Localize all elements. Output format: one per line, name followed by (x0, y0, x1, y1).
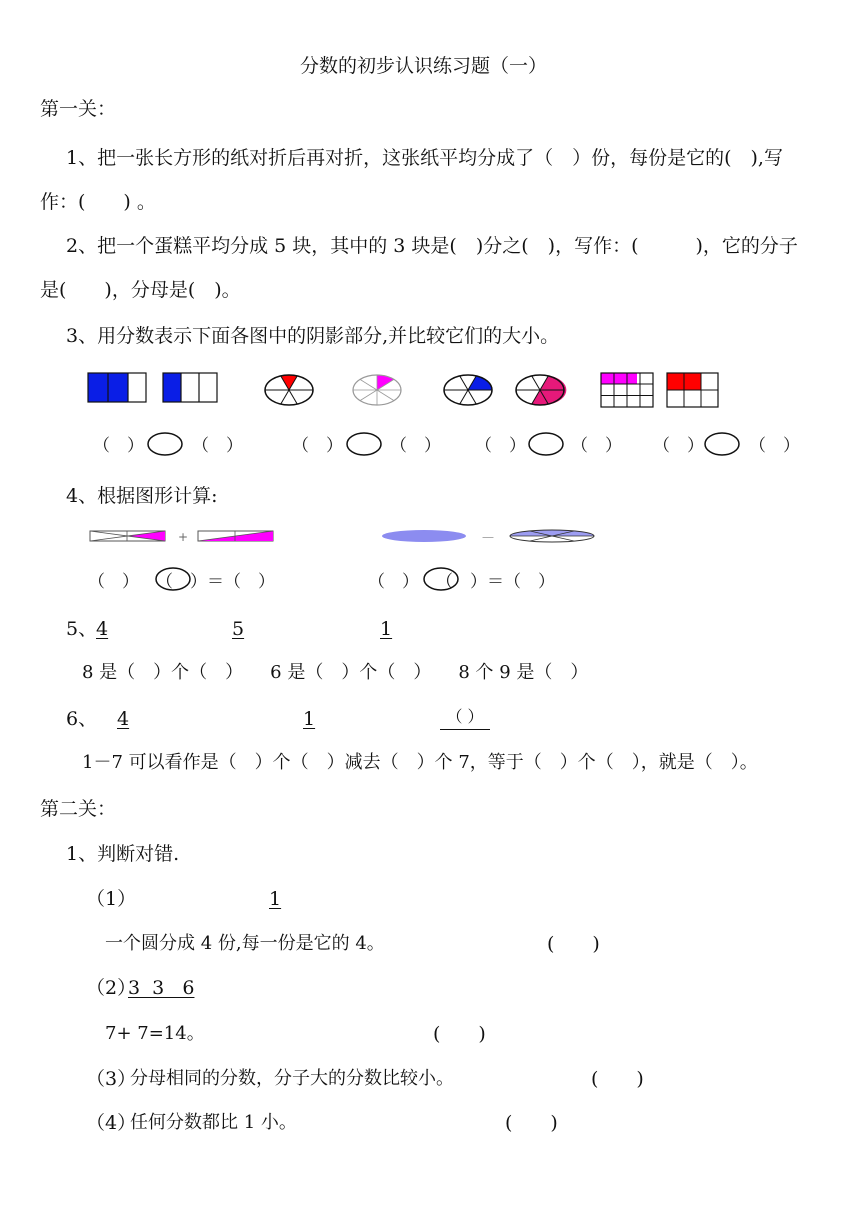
answer-blank[interactable]: （ ） (475, 436, 526, 456)
section-heading-1: 第一关： (40, 98, 117, 120)
rect-part (128, 373, 146, 402)
judge-answer-blank[interactable]: ( ) (547, 933, 600, 955)
compare-oval-3[interactable] (529, 433, 563, 455)
circle-part-shaded (377, 375, 394, 390)
question-2-line-2: 是( )，分母是( )。 (40, 279, 241, 301)
rect-part-shaded (108, 373, 128, 402)
grid-figure-2 (667, 373, 718, 407)
circle-figure-2 (353, 375, 401, 405)
answer-blank[interactable]: （ ） (192, 436, 243, 456)
fraction-numerator: 1 (303, 708, 316, 730)
grid-figure-1 (601, 373, 653, 407)
answer-blank[interactable]: （ ） (653, 436, 704, 456)
judge-heading: 1、判断对错. (66, 843, 180, 865)
answer-blank[interactable]: （ ） (390, 436, 441, 456)
question-6-line: 1－7 可以看作是（ ）个（ ）减去（ ）个 7，等于（ ）个（ ），就是（ ）。 (82, 752, 758, 773)
fraction-numerator: 4 (117, 708, 130, 730)
disc-figure-1 (382, 530, 466, 542)
fraction-numerator-blank[interactable]: （ ） (440, 705, 490, 730)
fraction-numerator: 5 (232, 618, 245, 640)
question-6-label: 6、 (66, 708, 98, 730)
question-4-line: 4、根据图形计算: (66, 485, 218, 507)
disc-figure-2 (510, 530, 594, 542)
judge-item-text: 一个圆分成 4 份,每一份是它的 4。 (105, 933, 385, 954)
fraction-numerator: 4 (96, 618, 109, 640)
question-1-line-2: 作：( ) 。 (40, 191, 156, 213)
circle-part-shaded (281, 375, 298, 390)
item-number: （2） (86, 977, 137, 999)
rect-figure-2 (163, 373, 217, 402)
rect-part-shaded (163, 373, 181, 402)
equation-1[interactable]: （ ） （ ）＝（ ） (88, 572, 275, 592)
judge-answer-blank[interactable]: ( ) (591, 1068, 644, 1090)
rect-part-shaded (88, 373, 108, 402)
item-number: （1） (86, 888, 137, 910)
fraction-numerator: 1 (380, 618, 393, 640)
judge-item-text: 7+ 7=14。 (105, 1023, 205, 1044)
circle-figure-1 (265, 375, 313, 405)
plus-sign: + (178, 530, 189, 544)
answer-blank[interactable]: （ ） (93, 436, 144, 456)
judge-answer-blank[interactable]: ( ) (505, 1112, 558, 1134)
compare-oval-4[interactable] (705, 433, 739, 455)
compare-oval-1[interactable] (148, 433, 182, 455)
circle-figure-3 (444, 375, 492, 405)
equation-2[interactable]: （ ） （ ）＝（ ） (368, 572, 555, 592)
compare-oval-2[interactable] (347, 433, 381, 455)
question-5-line: 8 是（ ）个（ ） 6 是（ ）个（ ） 8 个 9 是（ ） (82, 662, 589, 683)
question-2-line-1: 2、把一个蛋糕平均分成 5 块，其中的 3 块是( )分之( )，写作：( )，它的分子 (66, 235, 798, 257)
question-3-line: 3、用分数表示下面各图中的阴影部分,并比较它们的大小。 (66, 325, 560, 347)
judge-item-text: 分母相同的分数，分子大的分数比较小。 (130, 1068, 454, 1089)
judge-item-text: 任何分数都比 1 小。 (130, 1112, 297, 1133)
answer-blank[interactable]: （ ） (571, 436, 622, 456)
question-1-line-1: 1、把一张长方形的纸对折后再对折，这张纸平均分成了（ ）份，每份是它的( ),写 (66, 147, 783, 169)
section-heading-2: 第二关： (40, 798, 117, 820)
page-title: 分数的初步认识练习题（一） (300, 55, 548, 77)
grid-cell-shaded (601, 373, 637, 384)
circle-figure-4 (516, 375, 566, 405)
item-number: （3） (86, 1068, 137, 1090)
answer-blank[interactable]: （ ） (292, 436, 343, 456)
fraction-numerator: 3 3 6 (128, 977, 195, 999)
answer-blank[interactable]: （ ） (749, 436, 800, 456)
minus-sign: — (482, 530, 494, 544)
question-5-label: 5、 (66, 618, 98, 640)
fraction-numerator: 1 (269, 888, 282, 910)
judge-answer-blank[interactable]: ( ) (433, 1023, 486, 1045)
bar-figure-2 (198, 531, 273, 541)
bar-figure-1 (90, 531, 165, 541)
item-number: （4） (86, 1112, 137, 1134)
rect-figure-1 (88, 373, 146, 402)
